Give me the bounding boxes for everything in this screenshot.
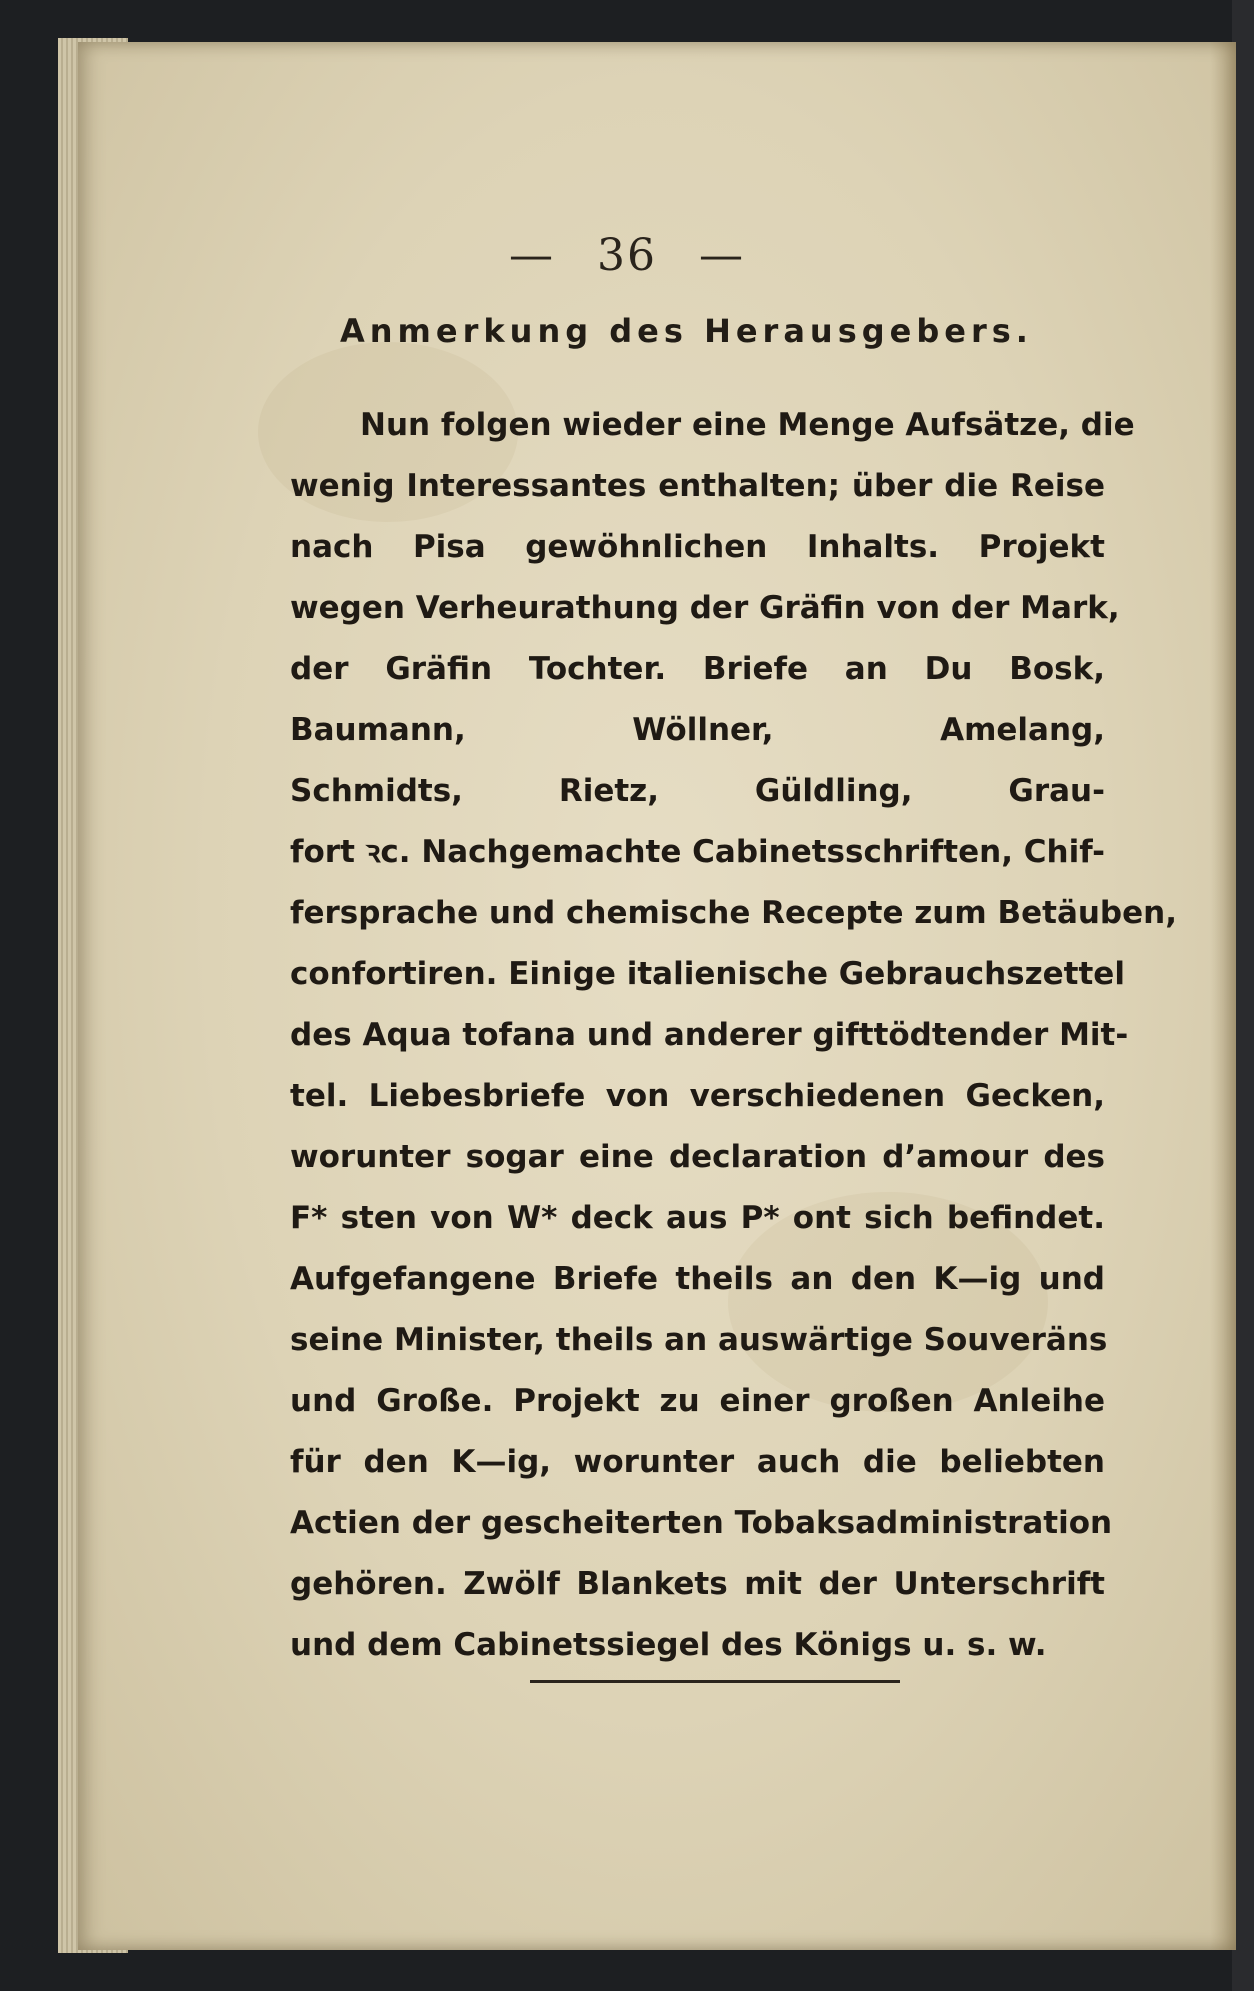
text-line: Nun folgen wieder eine Menge Aufsätze, die bbox=[360, 407, 1135, 443]
text-line: Schmidts, Rietz, Güldling, Grau- bbox=[290, 773, 1105, 809]
text-line: F* sten von W* deck aus P* ont sich befindet. bbox=[290, 1200, 1105, 1236]
text-line: und dem Cabinetssiegel des Königs u. s. w. bbox=[290, 1627, 1047, 1663]
text-line: Actien der gescheiterten Tobaksadministration bbox=[290, 1505, 1113, 1541]
section-title: Anmerkung des Herausgebers. bbox=[340, 312, 1033, 350]
text-line: wenig Interessantes enthalten; über die Reise bbox=[290, 468, 1105, 504]
page-header bbox=[0, 230, 1254, 281]
text-line: für den K—ig, worunter auch die beliebten bbox=[290, 1444, 1105, 1480]
text-line: des Aqua tofana und anderer gifttödtender Mit- bbox=[290, 1017, 1129, 1053]
text-line: und Große. Projekt zu einer großen Anleihe bbox=[290, 1383, 1105, 1419]
end-rule bbox=[530, 1680, 900, 1683]
text-line: fort ꝛc. Nachgemachte Cabinetsschriften, Chif- bbox=[290, 834, 1106, 870]
text-line: confortiren. Einige italienische Gebrauchszettel bbox=[290, 956, 1125, 992]
header-dash-right: — bbox=[699, 230, 745, 281]
text-line: gehören. Zwölf Blankets mit der Unterschrift bbox=[290, 1566, 1105, 1602]
text-line: wegen Verheurathung der Gräfin von der Mark, bbox=[290, 590, 1120, 626]
text-line: seine Minister, theils an auswärtige Souveräns bbox=[290, 1322, 1108, 1358]
header-dash-left: — bbox=[509, 230, 555, 281]
text-line: tel. Liebesbriefe von verschiedenen Gecken, bbox=[290, 1078, 1105, 1114]
page-spine-shadow bbox=[1210, 42, 1236, 1950]
body-text bbox=[290, 395, 1177, 1676]
page-number: 36 bbox=[597, 230, 657, 281]
text-line: fersprache und chemische Recepte zum Betäuben, bbox=[290, 895, 1177, 931]
text-line: Baumann, Wöllner, Amelang, bbox=[290, 712, 1105, 748]
text-line: worunter sogar eine declaration d’amour des bbox=[290, 1139, 1105, 1175]
text-line: Aufgefangene Briefe theils an den K—ig und bbox=[290, 1261, 1105, 1297]
text-line: nach Pisa gewöhnlichen Inhalts. Projekt bbox=[290, 529, 1105, 565]
text-line: der Gräfin Tochter. Briefe an Du Bosk, bbox=[290, 651, 1105, 687]
